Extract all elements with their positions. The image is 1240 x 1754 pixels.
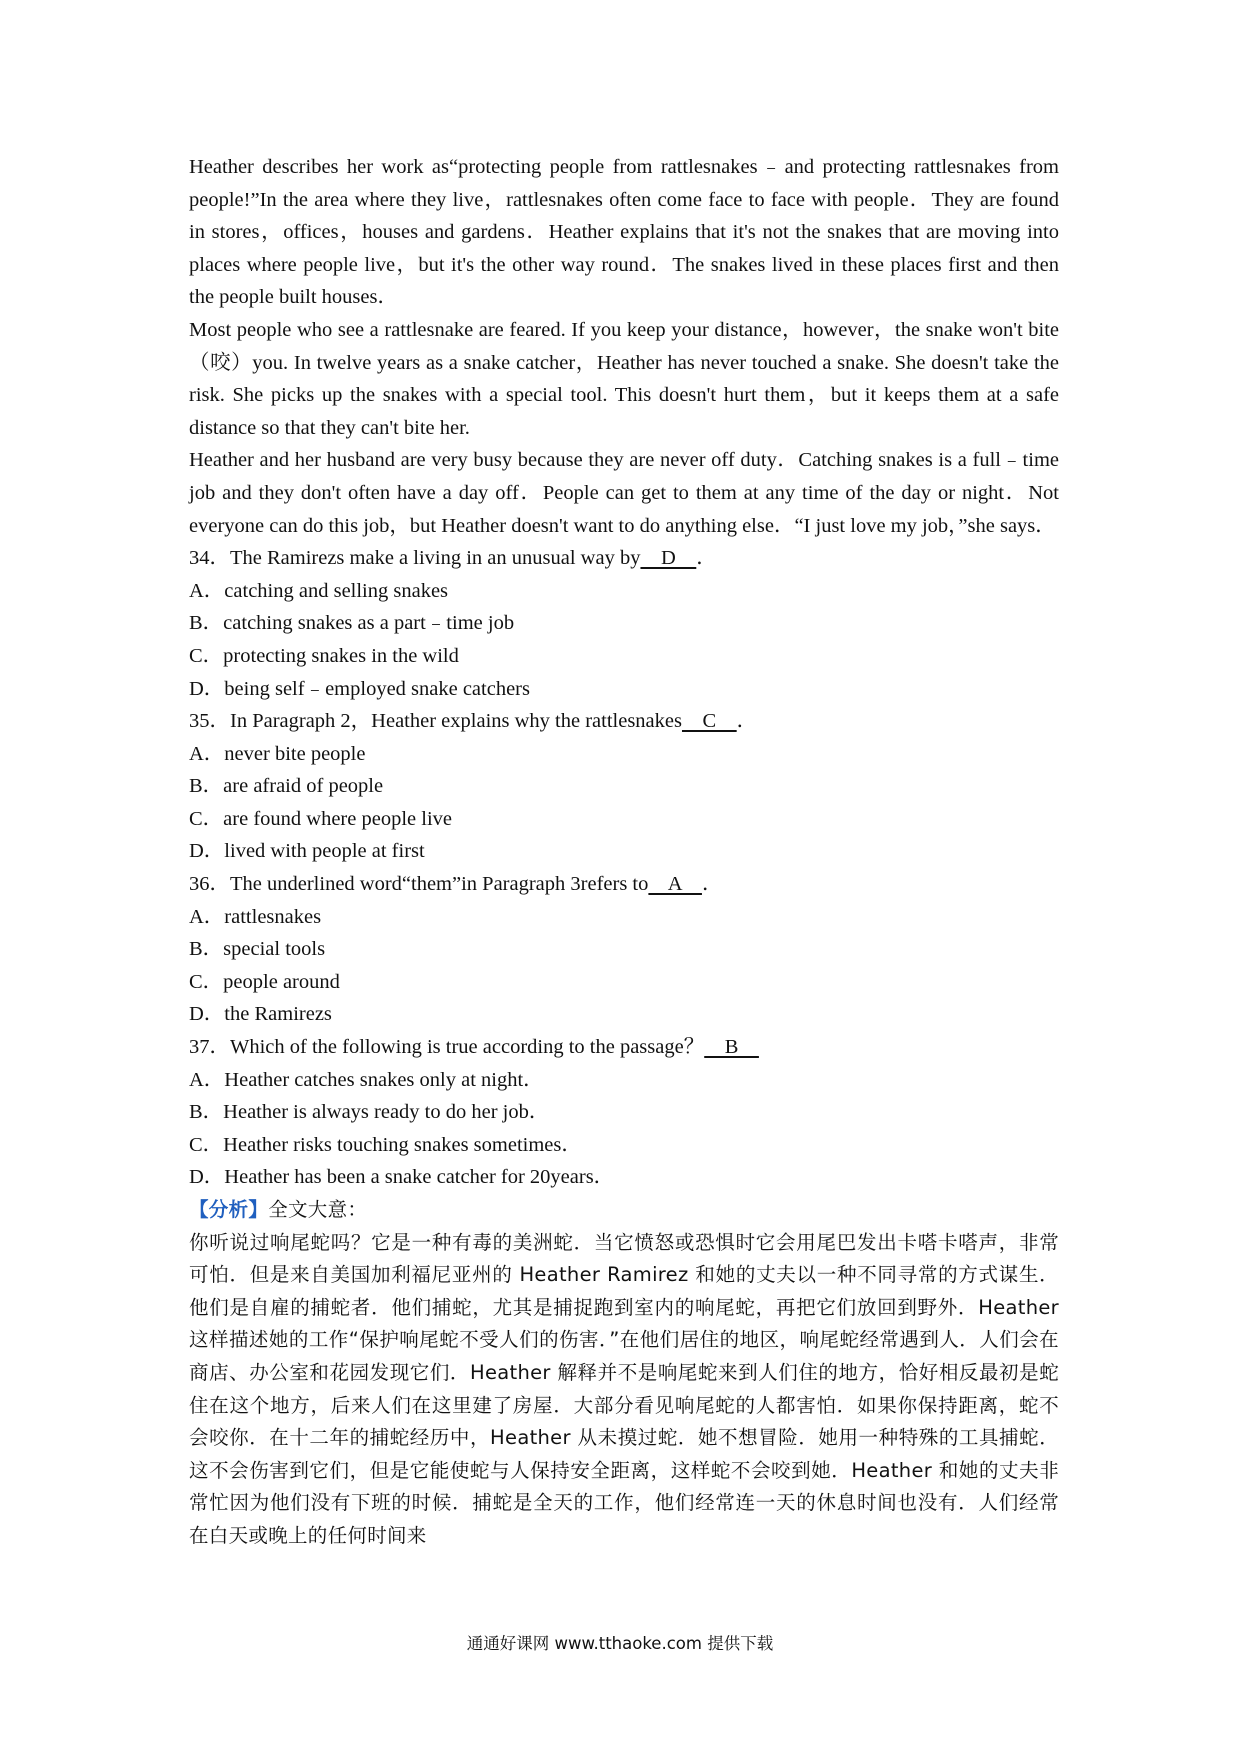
page-footer: 通通好课网 www.tthaoke.com 提供下载: [466, 1634, 774, 1653]
answer-blank: A: [648, 873, 702, 896]
option-b: B．catching snakes as a part﹣time job: [189, 612, 515, 635]
option-c: C．protecting snakes in the wild: [189, 644, 459, 667]
question-text: 35．In Paragraph 2，Heather explains why the rattlesnakes: [189, 710, 682, 733]
analysis-title: 全文大意：: [268, 1198, 368, 1221]
option-a: A．rattlesnakes: [189, 905, 322, 928]
option-c: C．people around: [189, 970, 340, 993]
question-end: ．: [696, 547, 717, 570]
passage-paragraph-3a: Heather describes her work as“protecting people from rattlesnakes﹣and protecting rattlesnakes from people!”In the area where they live，rattlesnakes often come face to face with people．They are found in stores，offices，houses and gardens．Heather explains that it's not the snakes that are moving into places where people live，but it's the other way round．The snakes lived in these places first and then the people built houses．: [189, 156, 1059, 309]
analysis-label: 【分析】: [189, 1198, 269, 1221]
answer-blank: D: [640, 547, 697, 570]
analysis-text: 你听说过响尾蛇吗？它是一种有毒的美洲蛇．当它愤怒或恐惧时它会用尾巴发出卡嗒卡嗒声，非常可怕．但是来自美国加利福尼亚州的 Heather Ramirez 和她的丈夫以一种不同寻常的方式谋生．他们是自雇的捕蛇者．他们捕蛇，尤其是捕捉跑到室内的响尾蛇，再把它们放回到野外．Heather 这样描述她的工作“保护响尾蛇不受人们的伤害．”在他们居住的地区，响尾蛇经常遇到人．人们会在商店、办公室和花园发现它们．Heather 解释并不是响尾蛇来到人们住的地方，恰好相反最初是蛇住在这个地方，后来人们在这里建了房屋．大部分看见响尾蛇的人都害怕．如果你保持距离，蛇不会咬你．在十二年的捕蛇经历中，Heather 从未摸过蛇．她不想冒险．她用一种特殊的工具捕蛇．这不会伤害到它们，但是它能使蛇与人保持安全距离，这样蛇不会咬到她．Heather 和她的丈夫非常忙因为他们没有下班的时候．捕蛇是全天的工作，他们经常连一天的休息时间也没有．人们经常在白天或晚上的任何时间来: [189, 1230, 1059, 1547]
question-37: [189, 1031, 1059, 1194]
option-a: A．Heather catches snakes only at night．: [189, 1068, 544, 1091]
option-c: C．Heather risks touching snakes sometimes．: [189, 1133, 582, 1156]
question-36: [189, 868, 1059, 1031]
question-34: [189, 542, 1059, 705]
option-d: D．Heather has been a snake catcher for 20years．: [189, 1166, 615, 1189]
option-a: A．catching and selling snakes: [189, 579, 449, 602]
option-d: D．the Ramirezs: [189, 1003, 332, 1026]
question-end: ．: [701, 873, 723, 896]
option-b: B．Heather is always ready to do her job．: [189, 1101, 550, 1124]
question-text: 37．Which of the following is true according to the passage？: [189, 1036, 705, 1059]
question-stem: [189, 705, 1059, 738]
passage-paragraph-3b: Most people who see a rattlesnake are feared. If you keep your distance，however，the snake won't bite（咬）you. In twelve years as a snake catcher，Heather has never touched a snake. She doesn't take the risk. She picks up the snakes with a special tool. This doesn't hurt them，but it keeps them at a safe distance so that they can't bite her.: [189, 318, 1059, 439]
option-b: B．are afraid of people: [189, 775, 384, 798]
option-b: B．special tools: [189, 938, 326, 961]
answer-blank: B: [704, 1036, 759, 1059]
option-a: A．never bite people: [189, 742, 366, 765]
question-end: ．: [736, 710, 758, 733]
option-c: C．are found where people live: [189, 807, 452, 830]
question-stem: [189, 868, 1059, 901]
option-d: D．lived with people at first: [189, 840, 425, 863]
document-body: [189, 151, 1059, 1553]
option-d: D．being self﹣employed snake catchers: [189, 677, 530, 700]
question-stem: [189, 1031, 1059, 1064]
answer-blank: C: [681, 710, 737, 733]
question-stem: [189, 542, 1059, 575]
question-35: [189, 705, 1059, 868]
question-text: 34．The Ramirezs make a living in an unusual way by: [189, 547, 641, 570]
question-text: 36．The underlined word“them”in Paragraph 3refers to: [189, 873, 649, 896]
passage-paragraph-4: Heather and her husband are very busy because they are never off duty．Catching snakes is a full﹣time job and they don't often have a day off．People can get to them at any time of the day or night．Not everyone can do this job，but Heather doesn't want to do anything else．“I just love my job，”she says．: [189, 449, 1059, 537]
analysis-heading: [189, 1194, 1059, 1227]
